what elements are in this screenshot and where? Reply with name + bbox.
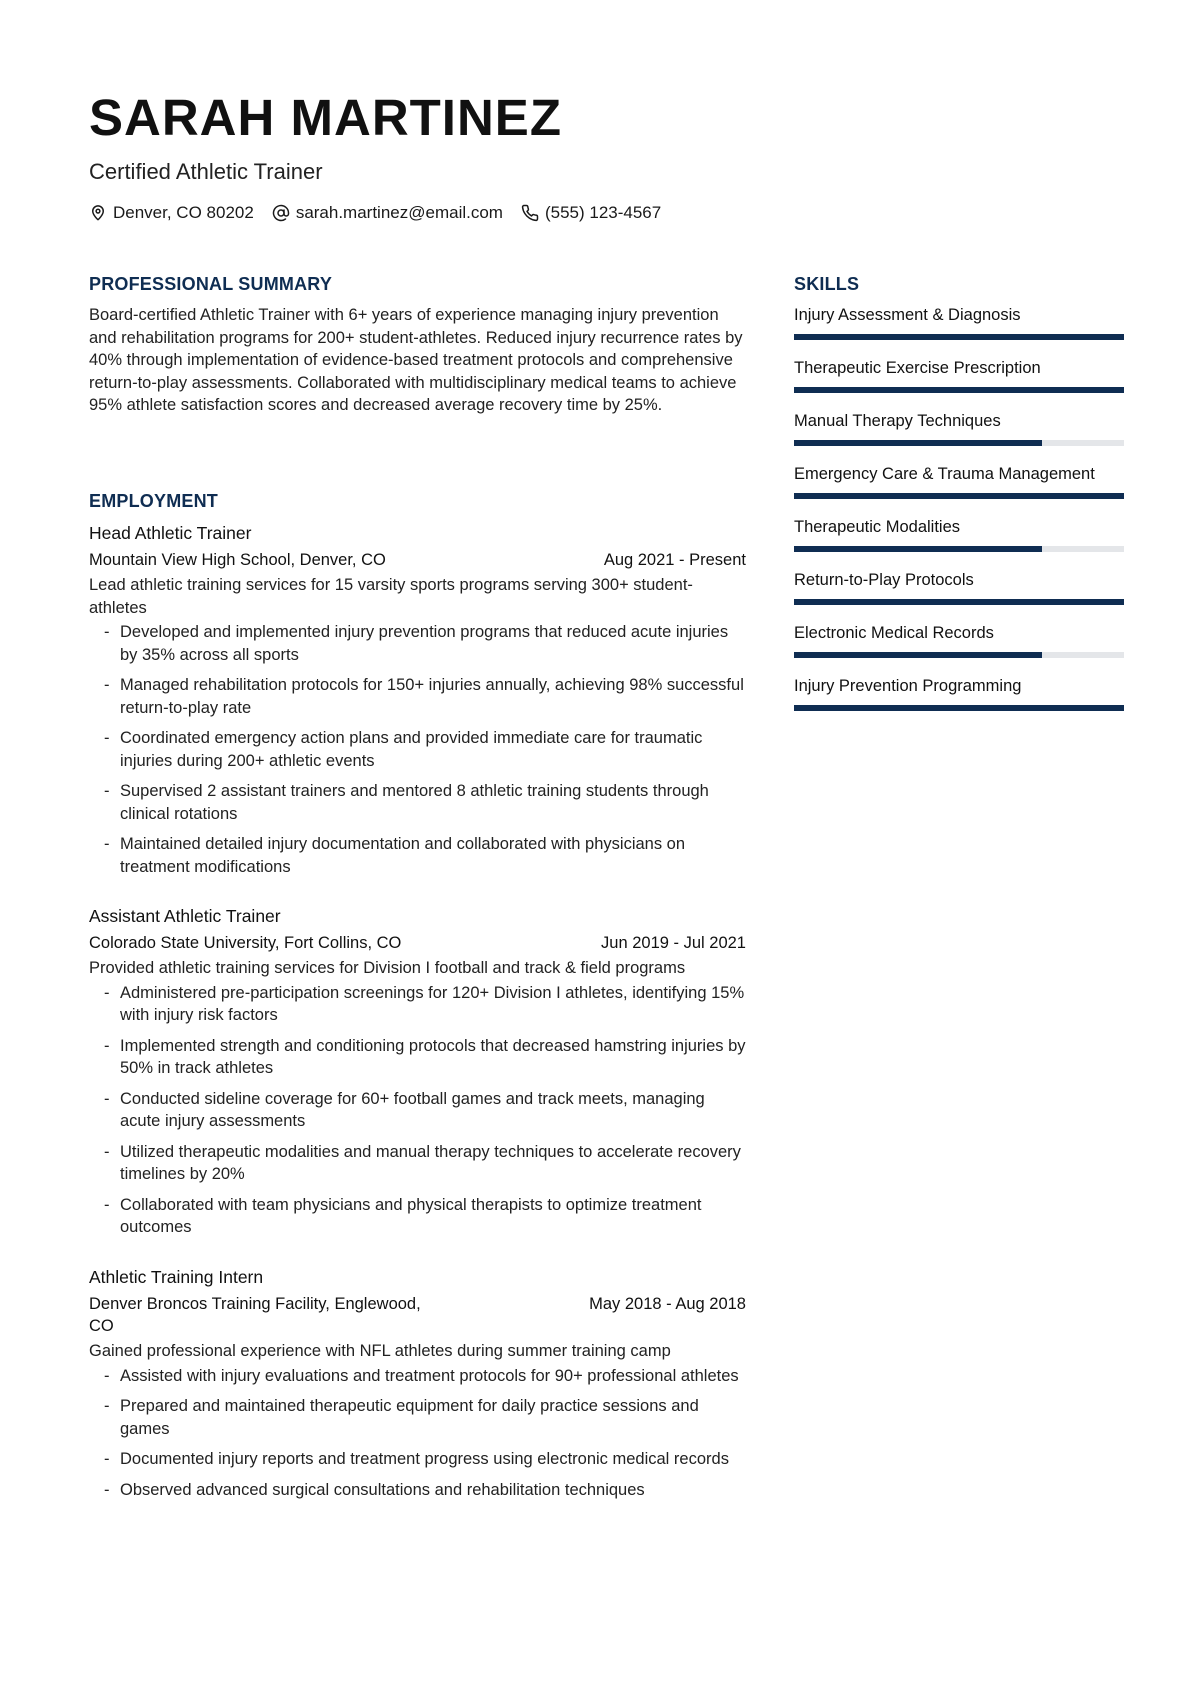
contact-phone[interactable] [521, 203, 661, 223]
summary-heading: PROFESSIONAL SUMMARY [89, 274, 333, 294]
skill-label: Manual Therapy Techniques [794, 412, 1001, 430]
job-dates: Aug 2021 - Present [603, 551, 746, 569]
phone-icon [521, 204, 539, 222]
bullet-dash: - [104, 1036, 110, 1055]
job-bullet [89, 1448, 746, 1471]
skill-item [794, 304, 1124, 357]
job-title: Athletic Training Intern [89, 1267, 264, 1287]
job-title: Assistant Athletic Trainer [89, 906, 281, 926]
job-company: Denver Broncos Training Facility, Englewood, CO [89, 1295, 421, 1335]
skill-level-fill [794, 493, 1124, 499]
skill-level-bar [794, 599, 1124, 605]
skill-label: Therapeutic Exercise Prescription [794, 359, 1041, 377]
candidate-title: Certified Athletic Trainer [89, 159, 323, 184]
job-bullet-text: Prepared and maintained therapeutic equipment for daily practice sessions and games [120, 1397, 699, 1438]
job-bullet-text: Collaborated with team physicians and physical therapists to optimize treatment outcomes [120, 1195, 702, 1236]
job-description: Gained professional experience with NFL athletes during summer training camp [89, 1342, 671, 1360]
skill-label: Therapeutic Modalities [794, 518, 960, 536]
bullet-dash: - [104, 1089, 110, 1108]
bullet-dash: - [104, 1142, 110, 1161]
job-bullet [89, 621, 746, 666]
job-company: Mountain View High School, Denver, CO [89, 551, 386, 569]
skill-level-fill [794, 440, 1042, 446]
contact-email-text[interactable]: sarah.martinez@email.com [295, 203, 503, 222]
skill-level-bar [794, 493, 1124, 499]
skill-item [794, 569, 1124, 622]
skill-item [794, 675, 1124, 728]
job-bullet-text: Supervised 2 assistant trainers and mentored 8 athletic training students through clinical rotations [120, 782, 709, 823]
job-bullet [89, 1365, 746, 1388]
job-bullet [89, 1088, 746, 1133]
job-bullet-text: Managed rehabilitation protocols for 150+ injuries annually, achieving 98% successful return-to-play rate [120, 676, 744, 717]
job-company: Colorado State University, Fort Collins, CO [89, 934, 402, 952]
bullet-dash: - [104, 782, 110, 800]
job-meta [89, 1293, 746, 1337]
job-bullet [89, 1479, 746, 1502]
summary-text: Board-certified Athletic Trainer with 6+ years of experience managing injury prevention and rehabilitation programs for 200+ student-athletes. Reduced injury recurrence rates by 40% through implementation of evidence-based treatment protocols and comprehensive return-to-play assessments. Collaborated with multidisciplinary medical teams to achieve 95% athlete satisfaction scores and decreased average recovery time by 25%. [89, 306, 743, 414]
job-entry [89, 522, 746, 886]
contact-email[interactable] [272, 203, 503, 223]
job-bullet-text: Coordinated emergency action plans and provided immediate care for traumatic injuries during 200+ athletic events [120, 729, 703, 770]
job-bullets [89, 982, 746, 1239]
job-bullet [89, 1141, 746, 1186]
skill-level-bar [794, 652, 1124, 658]
job-bullet [89, 727, 746, 772]
job-meta [89, 932, 746, 954]
contact-location-text: Denver, CO 80202 [113, 203, 254, 222]
bullet-dash: - [104, 1195, 110, 1214]
contact-location [89, 203, 254, 223]
job-bullet-text: Developed and implemented injury prevention programs that reduced acute injuries by 35% across all sports [120, 623, 729, 664]
bullet-dash: - [104, 623, 110, 641]
bullet-dash: - [104, 1397, 110, 1415]
skills-list [794, 304, 1124, 728]
at-sign-icon [272, 204, 290, 222]
bullet-dash: - [104, 676, 110, 694]
skill-level-fill [794, 387, 1124, 393]
job-description: Provided athletic training services for Division I football and track & field programs [89, 959, 686, 977]
job-bullet-text: Implemented strength and conditioning protocols that decreased hamstring injuries by 50% in track athletes [120, 1036, 746, 1077]
bullet-dash: - [104, 1480, 110, 1499]
job-bullet-text: Observed advanced surgical consultations and rehabilitation techniques [120, 1480, 645, 1499]
skill-level-fill [794, 599, 1124, 605]
skill-label: Injury Prevention Programming [794, 677, 1022, 695]
skill-level-bar [794, 546, 1124, 552]
skill-label: Injury Assessment & Diagnosis [794, 306, 1021, 324]
job-bullet-text: Administered pre-participation screenings for 120+ Division I athletes, identifying 15% with injury risk factors [120, 983, 745, 1024]
skill-item [794, 516, 1124, 569]
contact-row [89, 201, 679, 225]
job-bullet-text: Conducted sideline coverage for 60+ football games and track meets, managing acute injury assessments [120, 1089, 705, 1130]
job-bullet [89, 780, 746, 825]
bullet-dash: - [104, 1366, 110, 1385]
skill-level-fill [794, 705, 1124, 711]
job-bullets [89, 1365, 746, 1502]
job-bullet-text: Utilized therapeutic modalities and manual therapy techniques to accelerate recovery timelines by 20% [120, 1142, 741, 1183]
skill-item [794, 410, 1124, 463]
skill-level-bar [794, 387, 1124, 393]
job-dates: Jun 2019 - Jul 2021 [601, 934, 746, 952]
job-bullet [89, 1395, 746, 1440]
job-meta [89, 549, 746, 571]
bullet-dash: - [104, 835, 110, 853]
job-bullet [89, 982, 746, 1027]
skill-level-bar [794, 334, 1124, 340]
skill-level-bar [794, 705, 1124, 711]
skill-label: Electronic Medical Records [794, 624, 994, 642]
bullet-dash: - [104, 983, 110, 1002]
bullet-dash: - [104, 729, 110, 747]
job-title: Head Athletic Trainer [89, 523, 252, 543]
job-bullet [89, 833, 746, 878]
skill-item [794, 357, 1124, 410]
contact-phone-text[interactable]: (555) 123-4567 [544, 203, 662, 222]
skill-item [794, 463, 1124, 516]
bullet-dash: - [104, 1450, 110, 1468]
job-bullet-text: Assisted with injury evaluations and treatment protocols for 90+ professional athletes [120, 1366, 739, 1385]
skill-level-fill [794, 652, 1042, 658]
candidate-name: SARAH MARTINEZ [89, 89, 562, 146]
skill-item [794, 622, 1124, 675]
job-bullet-text: Maintained detailed injury documentation and collaborated with physicians on treatment modifications [120, 835, 686, 876]
job-description: Lead athletic training services for 15 varsity sports programs serving 300+ student-athletes [89, 576, 693, 617]
job-entry [89, 1266, 746, 1509]
job-bullets [89, 621, 746, 878]
job-dates: May 2018 - Aug 2018 [589, 1295, 746, 1313]
skill-level-bar [794, 440, 1124, 446]
location-pin-icon [89, 204, 107, 222]
job-bullet [89, 1194, 746, 1239]
skill-level-fill [794, 334, 1124, 340]
job-bullet [89, 674, 746, 719]
skills-heading: SKILLS [794, 274, 860, 294]
job-entry [89, 905, 746, 1247]
job-bullet [89, 1035, 746, 1080]
skill-level-fill [794, 546, 1042, 552]
employment-heading: EMPLOYMENT [89, 491, 219, 511]
skill-label: Emergency Care & Trauma Management [794, 465, 1095, 483]
job-bullet-text: Documented injury reports and treatment progress using electronic medical records [120, 1450, 729, 1468]
skill-label: Return-to-Play Protocols [794, 571, 974, 589]
